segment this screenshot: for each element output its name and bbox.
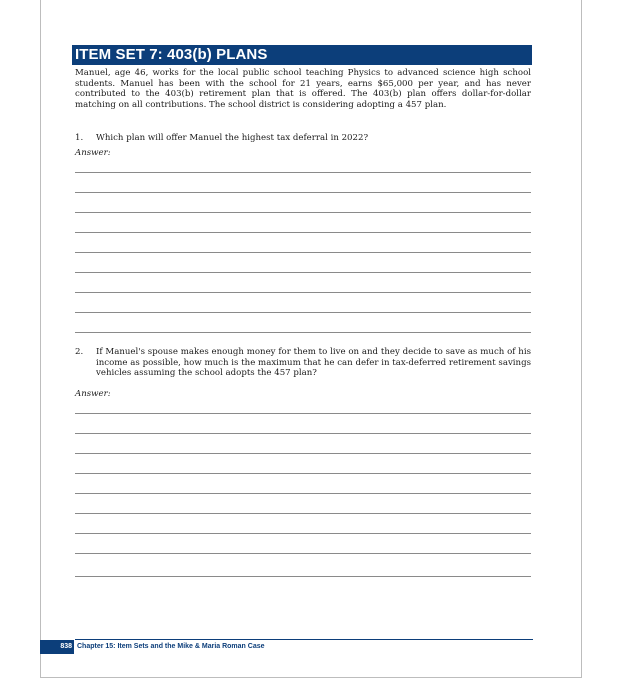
answer-line[interactable] [75,292,531,293]
answer-line[interactable] [75,232,531,233]
footer-divider [75,639,533,640]
answer-line[interactable] [75,553,531,554]
question-2 [75,347,531,379]
answer-line[interactable] [75,272,531,273]
answer-line[interactable] [75,332,531,333]
chapter-title: Chapter 15: Item Sets and the Mike & Maria Roman Case [77,643,265,650]
question-text: If Manuel's spouse makes enough money for them to live on and they decide to save as much of his income as possible, how much is the maximum that he can defer in tax-deferred retirement savings vehicles assuming the school adopts the 457 plan? [96,347,531,378]
page-number: 838 [40,640,74,654]
answer-label: Answer: [75,148,111,158]
answer-line[interactable] [75,172,531,173]
question-number: 1. [75,133,84,143]
answer-line[interactable] [75,533,531,534]
answer-line[interactable] [75,192,531,193]
answer-line[interactable] [75,453,531,454]
question-number: 2. [75,347,84,357]
answer-line[interactable] [75,413,531,414]
answer-line[interactable] [75,576,531,577]
answer-label: Answer: [75,389,111,399]
answer-line[interactable] [75,312,531,313]
case-intro: Manuel, age 46, works for the local public school teaching Physics to advanced science high school students. Manuel has been with the school for 21 years, earns $65,000 per year, and has never contributed to the 403(b) retirement plan that is offered. The 403(b) plan offers dollar-for-dollar matching on all contributions. The school district is considering adopting a 457 plan. [75,68,531,110]
answer-line[interactable] [75,252,531,253]
answer-line[interactable] [75,433,531,434]
answer-line[interactable] [75,493,531,494]
answer-line[interactable] [75,212,531,213]
item-set-title: ITEM SET 7: 403(b) PLANS [72,45,532,65]
answer-line[interactable] [75,513,531,514]
question-text: Which plan will offer Manuel the highest tax deferral in 2022? [96,133,369,143]
question-1 [75,133,531,144]
answer-line[interactable] [75,473,531,474]
